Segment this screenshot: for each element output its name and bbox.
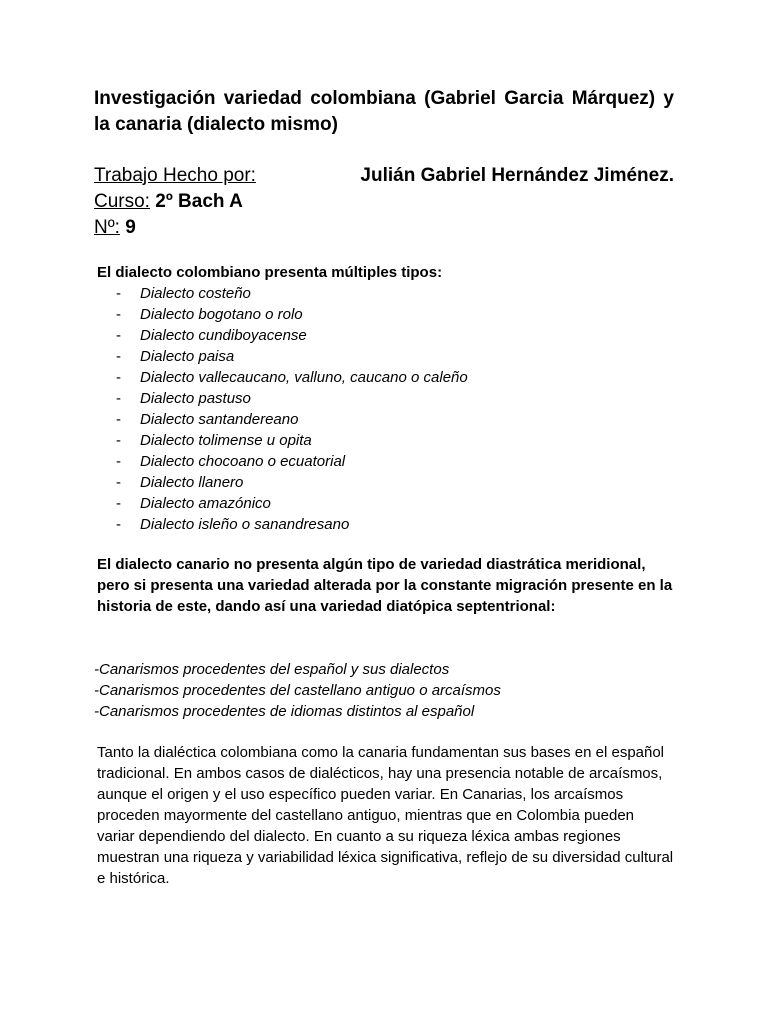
list-dash: - bbox=[116, 348, 121, 365]
list-dash: - bbox=[116, 474, 121, 491]
list-item-text: Dialecto isleño o sanandresano bbox=[140, 516, 350, 533]
canarian-section bbox=[94, 554, 674, 617]
list-item bbox=[94, 451, 674, 472]
list-item bbox=[94, 514, 674, 535]
list-item bbox=[94, 325, 674, 346]
list-item bbox=[94, 388, 674, 409]
list-dash: - bbox=[116, 495, 121, 512]
list-dash: - bbox=[116, 432, 121, 449]
list-dash: - bbox=[116, 453, 121, 470]
list-item-text: Dialecto amazónico bbox=[140, 495, 271, 512]
author-name: Julián Gabriel Hernández Jiménez. bbox=[360, 165, 674, 186]
list-dash: - bbox=[116, 390, 121, 407]
list-dash: - bbox=[116, 285, 121, 302]
author-label: Trabajo Hecho por: bbox=[94, 165, 256, 186]
conclusion-section bbox=[94, 742, 674, 889]
list-item bbox=[94, 367, 674, 388]
list-item-text: Dialecto bogotano o rolo bbox=[140, 306, 303, 323]
list-item: -Canarismos procedentes del español y sus dialectos bbox=[94, 661, 450, 678]
course-value: 2º Bach A bbox=[155, 191, 243, 212]
list-dash: - bbox=[116, 306, 121, 323]
list-item bbox=[94, 409, 674, 430]
course-row bbox=[94, 189, 674, 215]
list-item-text: Dialecto cundiboyacense bbox=[140, 327, 307, 344]
conclusion-paragraph: Tanto la dialéctica colombiana como la canaria fundamentan sus bases en el español tradicional. En ambos casos de dialécticos, hay una presencia notable de arcaísmos, aunque el origen y el uso específico pueden variar. En Canarias, los arcaísmos proceden mayormente del castellano antiguo, mientras que en Colombia pueden variar dependiendo del dialecto. En cuanto a su riqueza léxica ambas regiones muestran una riqueza y variabilidad léxica significativa, reflejo de su diversidad cultural e histórica. bbox=[97, 744, 674, 887]
list-item-text: Dialecto pastuso bbox=[140, 390, 251, 407]
list-item bbox=[94, 304, 674, 325]
colombian-dialect-list bbox=[94, 283, 674, 535]
list-item-text: Dialecto costeño bbox=[140, 285, 251, 302]
list-dash: - bbox=[116, 369, 121, 386]
list-item-text: Dialecto santandereano bbox=[140, 411, 299, 428]
canarian-paragraph: El dialecto canario no presenta algún tipo de variedad diastrática meridional, pero si presenta una variedad alterada por la constante migración presente en la historia de este, dando así una variedad diatópica septentrional: bbox=[97, 556, 673, 615]
colombian-lead: El dialecto colombiano presenta múltiples tipos: bbox=[97, 264, 443, 281]
list-item-text: Dialecto vallecaucano, valluno, caucano o caleño bbox=[140, 369, 468, 386]
byline bbox=[94, 163, 674, 241]
list-item: -Canarismos procedentes de idiomas distintos al español bbox=[94, 703, 475, 720]
number-value: 9 bbox=[125, 217, 136, 238]
list-item-text: Dialecto tolimense u opita bbox=[140, 432, 312, 449]
document-title: Investigación variedad colombiana (Gabriel Garcia Márquez) y la canaria (dialecto mismo) bbox=[94, 88, 674, 135]
list-item bbox=[94, 493, 674, 514]
list-item-text: Dialecto llanero bbox=[140, 474, 244, 491]
list-dash: - bbox=[116, 516, 121, 533]
list-dash: - bbox=[116, 411, 121, 428]
list-item: -Canarismos procedentes del castellano antiguo o arcaísmos bbox=[94, 682, 501, 699]
number-label: Nº: bbox=[94, 217, 120, 238]
course-label: Curso: bbox=[94, 191, 150, 212]
canarism-list bbox=[94, 659, 674, 722]
colombian-section bbox=[94, 262, 674, 535]
list-item bbox=[94, 346, 674, 367]
list-item-text: Dialecto chocoano o ecuatorial bbox=[140, 453, 346, 470]
author-row bbox=[94, 163, 674, 189]
list-item bbox=[94, 283, 674, 304]
list-item bbox=[94, 472, 674, 493]
number-row bbox=[94, 215, 674, 241]
list-item-text: Dialecto paisa bbox=[140, 348, 235, 365]
list-dash: - bbox=[116, 327, 121, 344]
list-item bbox=[94, 430, 674, 451]
